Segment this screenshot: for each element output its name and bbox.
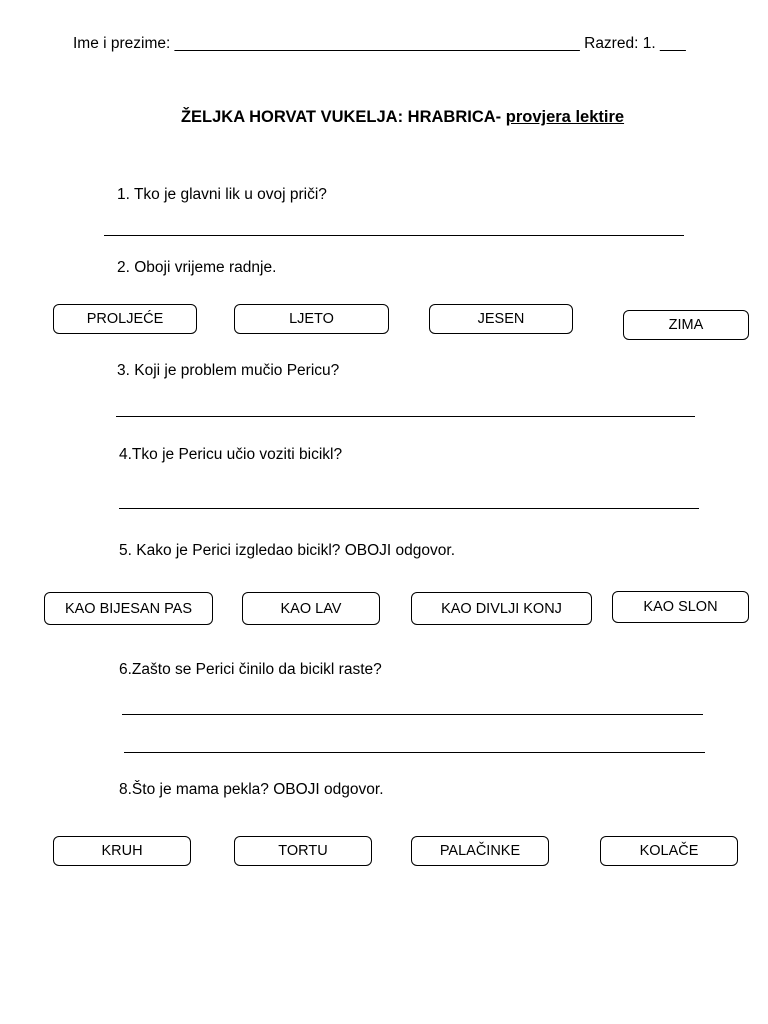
option-kao-slon[interactable]: KAO SLON [612, 591, 749, 623]
question-5: 5. Kako je Perici izgledao bicikl? OBOJI odgovor. [119, 542, 456, 559]
option-ljeto[interactable]: LJETO [234, 304, 389, 334]
name-class-header [73, 35, 686, 53]
class-label: Razred: 1. [579, 35, 660, 52]
question-1: 1. Tko je glavni lik u ovoj priči? [117, 186, 327, 203]
option-kao-lav[interactable]: KAO LAV [242, 592, 380, 625]
answer-line-3[interactable] [116, 416, 695, 417]
worksheet-title [0, 108, 768, 127]
question-4: 4.Tko je Pericu učio voziti bicikl? [119, 446, 343, 463]
answer-line-6a[interactable] [122, 714, 703, 715]
option-zima[interactable]: ZIMA [623, 310, 749, 340]
answer-line-6b[interactable] [124, 752, 705, 753]
name-label: Ime i prezime: [73, 35, 175, 52]
class-answer-blank[interactable]: ___ [659, 35, 686, 52]
question-3: 3. Koji je problem mučio Pericu? [117, 362, 340, 379]
option-kruh[interactable]: KRUH [53, 836, 191, 866]
title-main: ŽELJKA HORVAT VUKELJA: HRABRICA- [180, 108, 506, 126]
option-jesen[interactable]: JESEN [429, 304, 573, 334]
question-2: 2. Oboji vrijeme radnje. [117, 259, 277, 276]
option-kao-bijesan-pas[interactable]: KAO BIJESAN PAS [44, 592, 213, 625]
question-8: 8.Što je mama pekla? OBOJI odgovor. [119, 781, 384, 798]
question-6: 6.Zašto se Perici činilo da bicikl raste? [119, 661, 382, 678]
title-subtitle: provjera lektire [505, 108, 625, 126]
answer-line-4[interactable] [119, 508, 699, 509]
option-kolace[interactable]: KOLAČE [600, 836, 738, 866]
answer-line-1[interactable] [104, 235, 684, 236]
option-proljece[interactable]: PROLJEĆE [53, 304, 197, 334]
option-palacinke[interactable]: PALAČINKE [411, 836, 549, 866]
option-tortu[interactable]: TORTU [234, 836, 372, 866]
name-answer-blank[interactable]: _______________________________________________ [174, 35, 580, 52]
option-kao-divlji-konj[interactable]: KAO DIVLJI KONJ [411, 592, 592, 625]
